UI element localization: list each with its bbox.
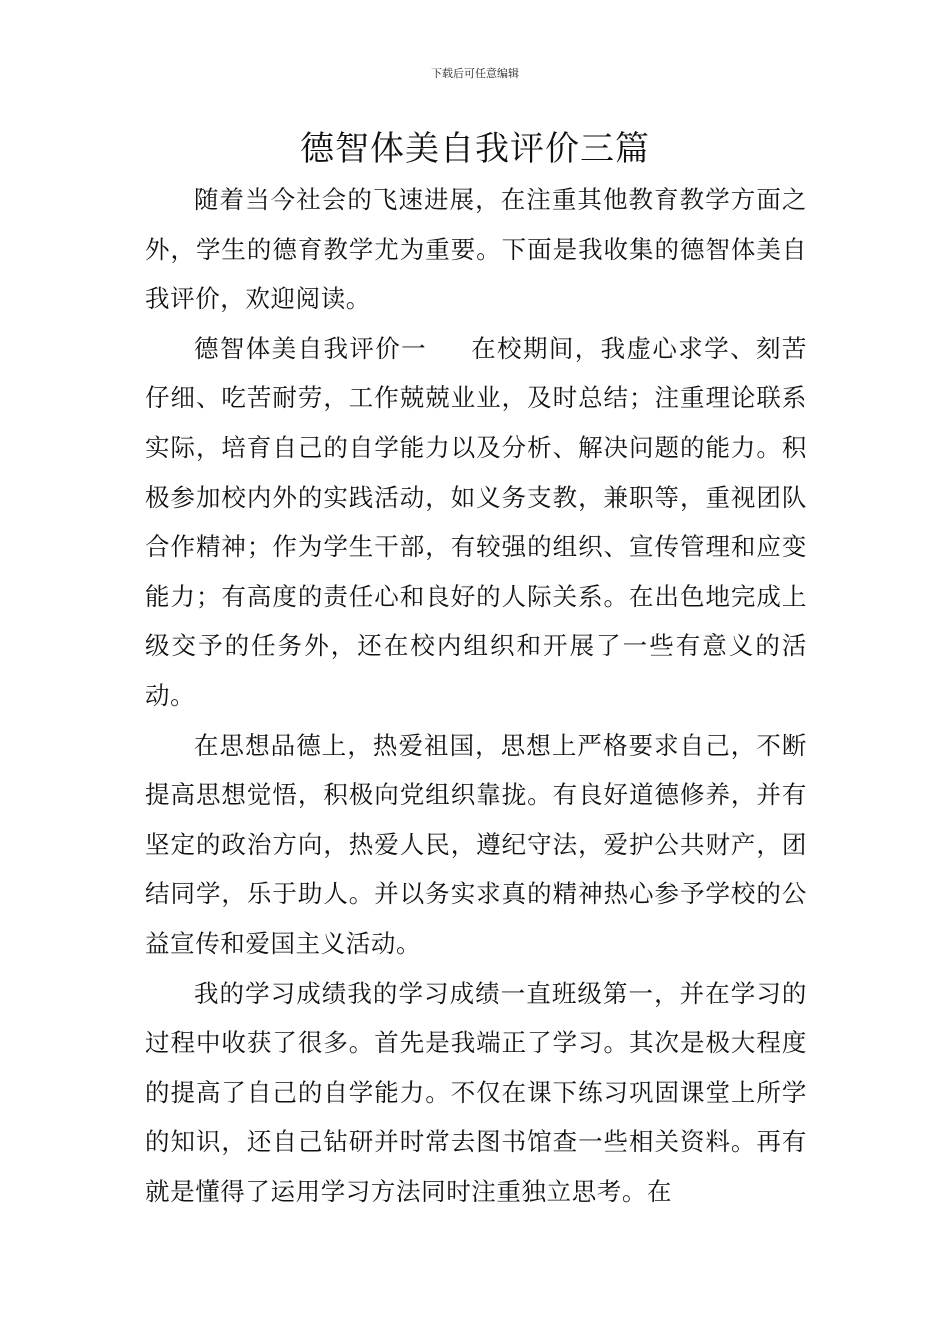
- document-body: [145, 175, 807, 1216]
- section-one-paragraph: [145, 324, 807, 721]
- header-note: 下载后可任意编辑: [431, 67, 519, 80]
- paragraph-text: 我的学习成绩我的学习成绩一直班级第一，并在学习的过程中收获了很多。首先是我端正了学习。其次是极大程度的提高了自己的自学能力。不仅在课下练习巩固课堂上所学的知识，还自己钻研并时常去图书馆查一些相关资料。再有就是懂得了运用学习方法同时注重独立思考。在: [145, 978, 807, 1206]
- moral-paragraph: [145, 721, 807, 969]
- intro-paragraph: [145, 175, 807, 324]
- paragraph-text: 在思想品德上，热爱祖国，思想上严格要求自己，不断提高思想觉悟，积极向党组织靠拢。有良好道德修养，并有坚定的政治方向，热爱人民，遵纪守法，爱护公共财产，团结同学，乐于助人。并以务实求真的精神热心参予学校的公益宣传和爱国主义活动。: [145, 730, 807, 958]
- section-heading: 德智体美自我评价一: [194, 333, 428, 363]
- document-title: 德智体美自我评价三篇: [300, 129, 650, 169]
- study-paragraph: [145, 969, 807, 1217]
- paragraph-text: 在校期间，我虚心求学、刻苦仔细、吃苦耐劳，工作兢兢业业，及时总结；注重理论联系实际，培育自己的自学能力以及分析、解决问题的能力。积极参加校内外的实践活动，如义务支教，兼职等，重视团队合作精神；作为学生干部，有较强的组织、宣传管理和应变能力；有高度的责任心和良好的人际关系。在出色地完成上级交予的任务外，还在校内组织和开展了一些有意义的活动。: [145, 333, 807, 710]
- paragraph-text: 随着当今社会的飞速进展，在注重其他教育教学方面之外，学生的德育教学尤为重要。下面是我收集的德智体美自我评价，欢迎阅读。: [145, 185, 807, 314]
